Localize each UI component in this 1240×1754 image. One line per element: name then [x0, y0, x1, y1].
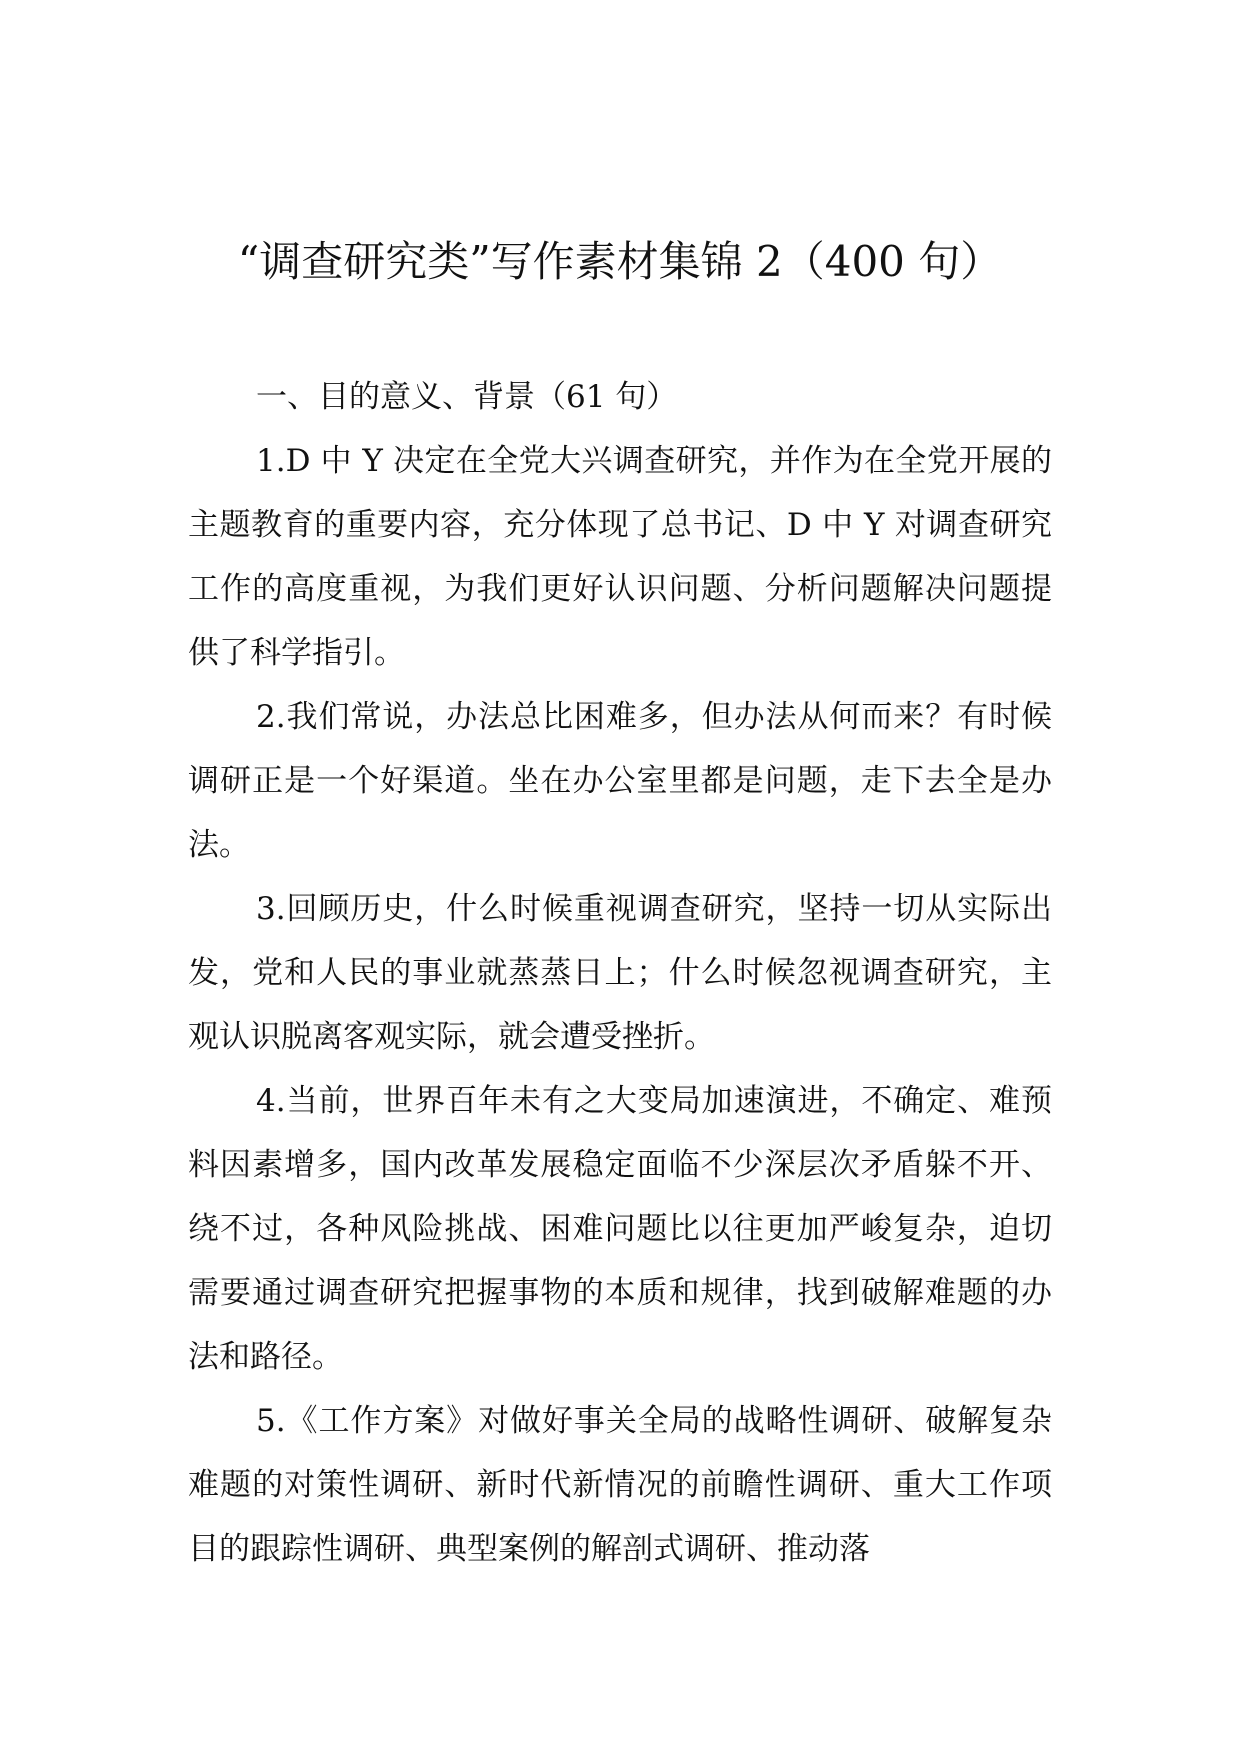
- paragraph-4: 4.当前，世界百年未有之大变局加速演进，不确定、难预料因素增多，国内改革发展稳定面临不少深层次矛盾躲不开、绕不过，各种风险挑战、困难问题比以往更加严峻复杂，迫切需要通过调查研究把握事物的本质和规律，找到破解难题的办法和路径。: [188, 1083, 1052, 1375]
- document-title: “调查研究类”写作素材集锦 2（400 句）: [237, 237, 1003, 286]
- section-heading: 一、目的意义、背景（61 句）: [256, 379, 678, 415]
- paragraph-5: 5.《工作方案》对做好事关全局的战略性调研、破解复杂难题的对策性调研、新时代新情况的前瞻性调研、重大工作项目的跟踪性调研、典型案例的解剖式调研、推动落: [188, 1403, 1052, 1567]
- paragraph-2: 2.我们常说，办法总比困难多，但办法从何而来？有时候调研正是一个好渠道。坐在办公室里都是问题，走下去全是办法。: [188, 699, 1052, 863]
- paragraph-3: 3.回顾历史，什么时候重视调查研究，坚持一切从实际出发，党和人民的事业就蒸蒸日上；什么时候忽视调查研究，主观认识脱离客观实际，就会遭受挫折。: [188, 891, 1052, 1055]
- paragraph-1: 1.D 中 Y 决定在全党大兴调查研究，并作为在全党开展的主题教育的重要内容，充分体现了总书记、D 中 Y 对调查研究工作的高度重视，为我们更好认识问题、分析问题解决问题提供了科学指引。: [188, 443, 1052, 671]
- document-body: [188, 365, 1052, 1581]
